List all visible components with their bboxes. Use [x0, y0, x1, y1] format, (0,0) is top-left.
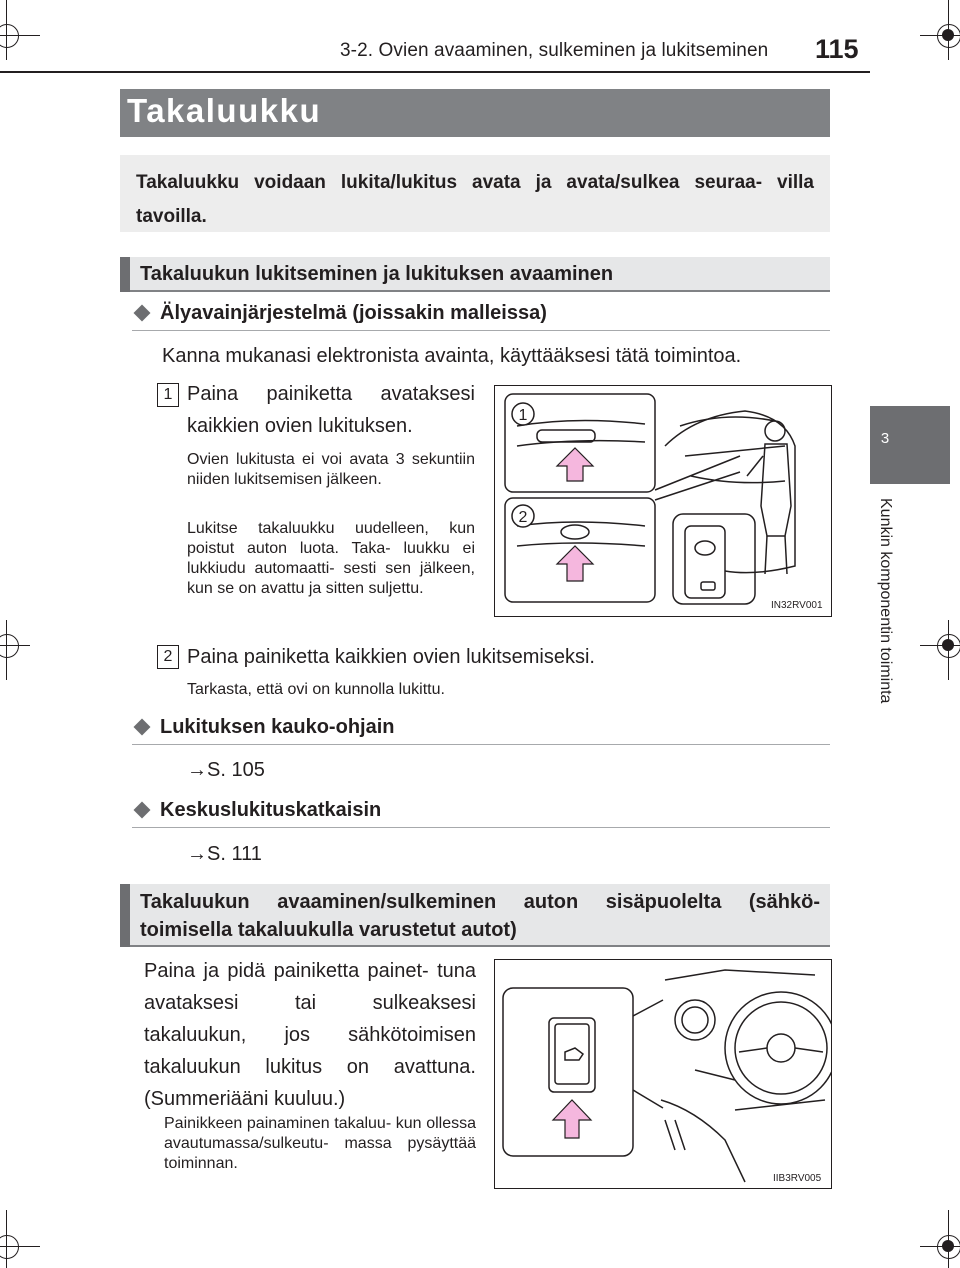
running-header: 3-2. Ovien avaaminen, sulkeminen ja lukitseminen — [340, 40, 769, 61]
press-arrow-icon — [557, 448, 593, 481]
step-text: Paina painiketta kaikkien ovien lukitsemiseksi. — [187, 646, 595, 668]
section-heading: Takaluukun avaaminen/sulkeminen auton sisäpuolelta (sähkö- toimisella takaluukulla varustetut autot) — [140, 891, 820, 941]
subheading-smart-key: Älyavainjärjestelmä (joissakin malleissa) — [132, 302, 547, 325]
press-arrow-icon — [553, 1100, 591, 1138]
figure-code: IIB3RV005 — [773, 1173, 822, 1184]
section-heading-bar — [120, 884, 830, 947]
dashboard-switch-figure — [494, 959, 832, 1189]
section2-text: Paina ja pidä painiketta painet- tuna avataksesi tai sulkeaksesi takaluukun, jos sähkötoimisen takaluukun lukitus on avattuna. (Summeriääni kuuluu.) — [144, 960, 476, 1110]
tailgate-button-figure — [494, 385, 832, 617]
callout-1: 1 — [518, 407, 528, 424]
page-reference: →S. 105 — [187, 759, 265, 781]
subheading-rule — [132, 827, 830, 828]
subheading-rule — [132, 330, 830, 331]
note-text: Lukitse takaluukku uudelleen, kun poistut auton luota. Taka- luukku ei lukkiudu automaatti- sesti sen jälkeen, kun se on avattu ja sitten suljettu. — [187, 520, 475, 597]
smart-key-text: Kanna mukanasi elektronista avainta, käyttääksesi tätä toimintoa. — [162, 345, 742, 367]
tailgate-illustration — [495, 386, 831, 616]
header-rule — [0, 71, 870, 73]
chapter-label: Kunkin komponentin toiminta — [877, 498, 894, 704]
diamond-icon — [134, 304, 151, 321]
note-text: Tarkasta, että ovi on kunnolla lukittu. — [187, 681, 445, 698]
step-number: 1 — [157, 383, 179, 407]
dashboard-illustration — [495, 960, 831, 1188]
subheading-remote: Lukituksen kauko-ohjain — [132, 716, 394, 739]
page-reference: →S. 111 — [187, 843, 262, 865]
press-arrow-icon — [557, 546, 593, 581]
page-title: Takaluukku — [127, 92, 322, 129]
section-heading-bar — [120, 257, 830, 292]
step-text: Paina painiketta avataksesi kaikkien ovien lukituksen. — [187, 383, 475, 437]
step-number: 2 — [157, 645, 179, 669]
diamond-icon — [134, 718, 151, 735]
note-text: Painikkeen painaminen takaluu- kun ollessa avautumassa/sulkeutu- massa pysäyttää toiminnan. — [164, 1115, 476, 1172]
note-text: Ovien lukitusta ei voi avata 3 sekuntiin niiden lukitsemisen jälkeen. — [187, 451, 475, 488]
subheading-central-lock: Keskuslukituskatkaisin — [132, 799, 381, 822]
subheading-rule — [132, 744, 830, 745]
figure-code: IN32RV001 — [771, 600, 823, 611]
chapter-number: 3 — [880, 430, 890, 447]
callout-2: 2 — [518, 509, 528, 526]
diamond-icon — [134, 801, 151, 818]
section-heading: Takaluukun lukitseminen ja lukituksen avaaminen — [140, 263, 614, 285]
intro-text: Takaluukku voidaan lukita/lukitus avata ja avata/sulkea seuraa- villa tavoilla. — [136, 172, 814, 227]
page-number: 115 — [815, 34, 859, 64]
